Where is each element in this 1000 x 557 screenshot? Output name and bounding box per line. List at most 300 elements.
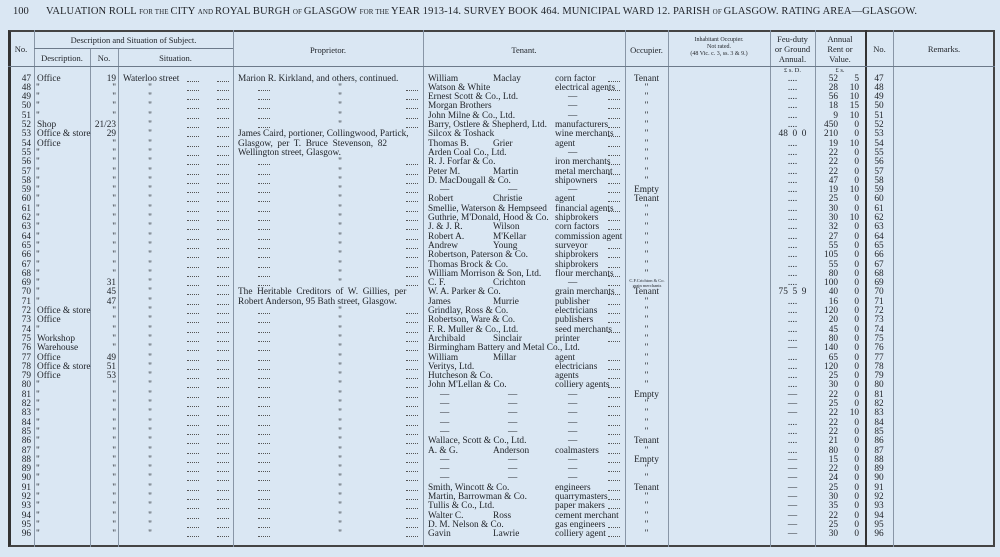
description: " — [36, 250, 40, 261]
leader-dots — [608, 484, 620, 491]
occupier: " — [644, 147, 649, 158]
occupier: " — [644, 129, 649, 140]
occupier: " — [644, 399, 649, 409]
leader-dots — [608, 112, 620, 119]
feu-duty: .... — [787, 417, 798, 428]
tenant-surname: Millar — [493, 352, 517, 363]
leader-dots — [406, 400, 418, 407]
tenant-trade: financial agents — [555, 203, 614, 214]
leader-dots — [258, 242, 270, 249]
rent-shillings: 0 — [854, 426, 859, 437]
situation: " — [148, 454, 152, 465]
title-part: AND — [197, 8, 216, 16]
tenant-surname: — — [508, 426, 518, 437]
leader-dots — [187, 400, 199, 407]
tenant: Smith, Wincott & Co. — [428, 482, 510, 493]
proprietor: " — [338, 389, 342, 400]
situation: " — [148, 101, 152, 112]
rent-pounds: 16 — [828, 296, 838, 307]
rent-units: £ s. — [835, 67, 845, 74]
tenant-trade: wine merchants — [555, 129, 614, 140]
leader-dots — [258, 465, 270, 472]
tenant: D. M. Nelson & Co. — [428, 519, 504, 530]
street-number: " — [112, 157, 116, 168]
leader-dots — [406, 530, 418, 537]
leader-dots — [406, 186, 418, 193]
situation: " — [148, 519, 152, 530]
proprietor: The Heritable Creditors of W. Gillies, per — [238, 287, 407, 298]
rent-shillings: 15 — [849, 101, 859, 112]
rent-pounds: 24 — [828, 473, 838, 484]
rent-pounds: 210 — [824, 129, 838, 140]
situation: " — [148, 464, 152, 475]
entry-number: 88 — [21, 454, 31, 465]
tenant: Thomas Brock & Co. — [428, 259, 509, 270]
tenant-surname: — — [508, 473, 518, 484]
description: " — [36, 203, 40, 214]
leader-dots — [187, 335, 199, 342]
leader-dots — [217, 205, 229, 212]
leader-dots — [187, 233, 199, 240]
description: Office — [37, 315, 61, 326]
rent-shillings: 0 — [854, 371, 859, 382]
leader-dots — [187, 372, 199, 379]
street-number: " — [112, 231, 116, 242]
feu-duty: — — [787, 389, 798, 400]
leader-dots — [258, 261, 270, 268]
tenant-surname: Wilson — [493, 222, 520, 233]
leader-dots — [406, 363, 418, 370]
situation: " — [148, 501, 152, 512]
leader-dots — [258, 493, 270, 500]
leader-dots — [258, 223, 270, 230]
occupier: Tenant — [633, 73, 660, 84]
proprietor: " — [338, 213, 342, 223]
leader-dots — [187, 158, 199, 165]
occupier: " — [644, 306, 649, 316]
leader-dots — [406, 195, 418, 202]
leader-dots — [258, 428, 270, 435]
leader-dots — [608, 391, 620, 398]
leader-dots — [258, 316, 270, 323]
rent-shillings: 10 — [849, 82, 859, 93]
occupier: " — [644, 343, 649, 354]
street-number: " — [112, 482, 116, 493]
proprietor: " — [338, 464, 342, 475]
leader-dots — [406, 474, 418, 481]
leader-dots — [258, 307, 270, 314]
tenant-trade: shipowners — [555, 175, 598, 186]
entry-number-right: 52 — [874, 120, 884, 130]
rent-pounds: 25 — [828, 371, 838, 382]
rent-shillings: 0 — [854, 529, 859, 540]
feu-duty: .... — [787, 222, 798, 233]
feu-duty: .... — [787, 268, 798, 279]
rent-shillings: 0 — [854, 250, 859, 261]
occupier: Empty — [634, 185, 659, 196]
feu-duty: — — [787, 408, 798, 419]
tenant: Robert A. — [428, 231, 465, 242]
leader-dots — [187, 428, 199, 435]
proprietor: Robert Anderson, 95 Bath street, Glasgow. — [238, 296, 397, 307]
leader-dots — [187, 186, 199, 193]
entry-number-right: 88 — [874, 454, 884, 465]
entry-number: 94 — [21, 510, 31, 521]
street-number: " — [112, 101, 116, 112]
rent-pounds: 55 — [828, 240, 838, 251]
situation: " — [148, 222, 152, 233]
tenant-trade: electricians — [555, 361, 598, 372]
situation: " — [148, 436, 152, 447]
leader-dots — [217, 75, 229, 82]
tenant: — — [440, 408, 450, 419]
leader-dots — [217, 251, 229, 258]
leader-dots — [608, 242, 620, 249]
street-number: " — [112, 492, 116, 502]
rent-shillings: 0 — [854, 436, 859, 447]
leader-dots — [608, 502, 620, 509]
entry-number-right: 53 — [874, 129, 884, 140]
leader-dots — [217, 102, 229, 109]
entry-number-right: 90 — [874, 473, 884, 484]
leader-dots — [608, 409, 620, 416]
entry-number-right: 73 — [874, 315, 884, 326]
title-part: VALUATION ROLL — [46, 6, 140, 17]
description: Office & store — [37, 129, 91, 140]
street-number: " — [112, 82, 116, 93]
description: " — [36, 157, 40, 168]
rent-shillings: 0 — [854, 417, 859, 428]
leader-dots — [187, 195, 199, 202]
rent-pounds: 120 — [824, 306, 838, 316]
leader-dots — [217, 391, 229, 398]
tenant-trade: — — [568, 454, 578, 465]
tenant-trade: — — [568, 426, 578, 437]
leader-dots — [608, 493, 620, 500]
entry-number: 50 — [21, 101, 31, 112]
tenant-trade: publishers — [555, 315, 594, 326]
proprietor: " — [338, 445, 342, 456]
entry-number: 81 — [21, 389, 31, 400]
entry-number-right: 56 — [874, 157, 884, 168]
tenant: Morgan Brothers — [428, 101, 492, 112]
proprietor: " — [338, 343, 342, 354]
tenant-trade: coalmasters — [555, 445, 599, 456]
situation: " — [148, 333, 152, 344]
entry-number-right: 55 — [874, 147, 884, 158]
leader-dots — [217, 354, 229, 361]
description: " — [36, 389, 40, 400]
tenant: Wallace, Scott & Co., Ltd. — [428, 436, 527, 447]
situation: " — [148, 147, 152, 158]
leader-dots — [258, 84, 270, 91]
street-number: " — [112, 147, 116, 158]
proprietor: Marion R. Kirkland, and others, continued. — [238, 73, 399, 84]
rent-pounds: 52 — [828, 73, 838, 84]
rent-shillings: 0 — [854, 259, 859, 270]
tenant-trade: manufacturers — [555, 120, 609, 130]
title-part: GLASGOW — [303, 6, 360, 17]
occupier: " — [644, 324, 649, 335]
description: " — [36, 194, 40, 205]
leader-dots — [217, 261, 229, 268]
leader-dots — [187, 242, 199, 249]
leader-dots — [608, 372, 620, 379]
rent-shillings: 10 — [849, 138, 859, 149]
tenant-trade: — — [568, 436, 578, 447]
leader-dots — [217, 214, 229, 221]
feu-duty: .... — [787, 371, 798, 382]
proprietor: " — [338, 157, 342, 168]
situation: " — [148, 240, 152, 251]
leader-dots — [406, 205, 418, 212]
description: " — [36, 101, 40, 112]
rent-pounds: 22 — [828, 389, 838, 400]
leader-dots — [608, 93, 620, 100]
leader-dots — [217, 84, 229, 91]
tenant: D. MacDougall & Co. — [428, 175, 511, 186]
proprietor: " — [338, 306, 342, 316]
street-number: " — [112, 464, 116, 475]
tenant-trade: seed merchants — [555, 324, 613, 335]
leader-dots — [608, 195, 620, 202]
leader-dots — [406, 326, 418, 333]
leader-dots — [258, 270, 270, 277]
description: Office — [37, 371, 61, 382]
occupier: " — [644, 203, 649, 214]
description: Office & store — [37, 306, 91, 316]
occupier: " — [644, 240, 649, 251]
leader-dots — [258, 484, 270, 491]
tenant-trade: — — [568, 110, 578, 121]
feu-duty: 75 5 9 — [778, 287, 807, 298]
entry-number-right: 83 — [874, 408, 884, 419]
leader-dots — [187, 326, 199, 333]
situation: " — [148, 278, 152, 289]
leader-dots — [608, 279, 620, 286]
title-part: CITY — [170, 6, 198, 17]
header-feu-duty — [770, 34, 815, 64]
rent-shillings: 10 — [849, 185, 859, 196]
leader-dots — [608, 84, 620, 91]
leader-dots — [258, 512, 270, 519]
leader-dots — [217, 419, 229, 426]
street-number: " — [112, 92, 116, 103]
tenant-trade: shipbrokers — [555, 250, 599, 261]
proprietor: " — [338, 231, 342, 242]
entry-number: 62 — [21, 213, 31, 223]
occupier: " — [644, 408, 649, 419]
occupier: " — [644, 222, 649, 233]
feu-duty: .... — [787, 101, 798, 112]
tenant: — — [440, 464, 450, 475]
leader-dots — [258, 158, 270, 165]
entry-number-right: 66 — [874, 250, 884, 261]
entry-number: 87 — [21, 445, 31, 456]
leader-dots — [187, 316, 199, 323]
description: " — [36, 519, 40, 530]
occupier: " — [644, 426, 649, 437]
leader-dots — [217, 233, 229, 240]
leader-dots — [406, 84, 418, 91]
rent-pounds: 22 — [828, 510, 838, 521]
tenant-trade: printer — [555, 333, 580, 344]
leader-dots — [406, 437, 418, 444]
description: " — [36, 147, 40, 158]
proprietor: " — [338, 492, 342, 502]
leader-dots — [217, 344, 229, 351]
leader-dots — [217, 168, 229, 175]
leader-dots — [406, 447, 418, 454]
rent-pounds: 22 — [828, 426, 838, 437]
feu-duty: — — [787, 464, 798, 475]
feu-duty: — — [787, 510, 798, 521]
entry-number-right: 71 — [874, 296, 884, 307]
leader-dots — [258, 214, 270, 221]
occupier: " — [644, 157, 649, 168]
leader-dots — [258, 409, 270, 416]
feu-duty: .... — [787, 185, 798, 196]
entry-number: 65 — [21, 240, 31, 251]
entry-number-right: 69 — [874, 278, 884, 289]
entry-number-right: 85 — [874, 426, 884, 437]
entry-number-right: 68 — [874, 268, 884, 279]
rent-shillings: 0 — [854, 157, 859, 168]
leader-dots — [217, 512, 229, 519]
entry-number: 95 — [21, 519, 31, 530]
leader-dots — [258, 354, 270, 361]
tenant-trade: flour merchants — [555, 268, 614, 279]
leader-dots — [217, 316, 229, 323]
situation: " — [148, 231, 152, 242]
leader-dots — [187, 102, 199, 109]
description: " — [36, 399, 40, 409]
rent-shillings: 0 — [854, 194, 859, 205]
rent-shillings: 0 — [854, 454, 859, 465]
entry-number: 73 — [21, 315, 31, 326]
situation: " — [148, 361, 152, 372]
rent-pounds: 15 — [828, 454, 838, 465]
leader-dots — [406, 112, 418, 119]
feu-duty: .... — [787, 157, 798, 168]
occupier: " — [644, 519, 649, 530]
occupier: " — [644, 417, 649, 428]
leader-dots — [608, 335, 620, 342]
header-inhabitant — [668, 37, 770, 58]
feu-duty: .... — [787, 166, 798, 177]
situation: " — [148, 482, 152, 493]
leader-dots — [258, 391, 270, 398]
occupier: Empty — [634, 389, 659, 400]
rent-shillings: 0 — [854, 389, 859, 400]
rent-pounds: 27 — [828, 231, 838, 242]
leader-dots — [187, 168, 199, 175]
entry-number: 78 — [21, 361, 31, 372]
feu-duty: .... — [787, 306, 798, 316]
leader-dots — [258, 233, 270, 240]
tenant-surname: — — [508, 389, 518, 400]
rent-shillings: 0 — [854, 492, 859, 502]
tenant: Birmingham Battery and Metal Co., Ltd. — [428, 343, 580, 354]
feu-duty: .... — [787, 315, 798, 326]
leader-dots — [258, 363, 270, 370]
tenant: Robertson, Paterson & Co. — [428, 250, 528, 261]
leader-dots — [608, 381, 620, 388]
leader-dots — [406, 261, 418, 268]
occupier: " — [644, 296, 649, 307]
situation: " — [148, 529, 152, 540]
tenant-trade: commission agent — [555, 231, 623, 242]
entry-number-right: 76 — [874, 343, 884, 354]
proprietor: " — [338, 352, 342, 363]
row-divider — [34, 48, 233, 49]
header-line: Feu-duty — [777, 34, 808, 44]
leader-dots — [187, 279, 199, 286]
street-number: 49 — [106, 352, 116, 363]
entry-number-right: 54 — [874, 138, 884, 149]
table-row — [0, 530, 1000, 539]
leader-dots — [608, 298, 620, 305]
rent-shillings: 0 — [854, 120, 859, 130]
title-part: GLASGOW. RATING AREA—GLASGOW. — [723, 6, 918, 17]
leader-dots — [187, 75, 199, 82]
entry-number: 57 — [21, 166, 31, 177]
tenant-surname: Murrie — [493, 296, 519, 307]
entry-number-right: 58 — [874, 175, 884, 186]
leader-dots — [608, 354, 620, 361]
description: Office — [37, 138, 61, 149]
entry-number-right: 77 — [874, 352, 884, 363]
entry-number-right: 50 — [874, 101, 884, 112]
leader-dots — [258, 93, 270, 100]
leader-dots — [608, 149, 620, 156]
leader-dots — [608, 168, 620, 175]
leader-dots — [406, 177, 418, 184]
entry-number: 74 — [21, 324, 31, 335]
tenant-trade: — — [568, 389, 578, 400]
leader-dots — [406, 168, 418, 175]
tenant: J. & J. R. — [428, 222, 463, 233]
proprietor: " — [338, 259, 342, 270]
description: " — [36, 287, 40, 298]
street-number: 21/23 — [94, 120, 116, 130]
leader-dots — [187, 140, 199, 147]
leader-dots — [258, 279, 270, 286]
occupier: " — [644, 101, 649, 112]
occupier: " — [644, 250, 649, 261]
tenant-trade: electrical agents — [555, 82, 616, 93]
leader-dots — [406, 484, 418, 491]
leader-dots — [258, 186, 270, 193]
street-number: " — [112, 203, 116, 214]
title-part: YEAR 1913-14. SURVEY BOOK 464. MUNICIPAL WARD 12. PARISH — [391, 6, 713, 17]
street-number: 47 — [106, 296, 116, 307]
entry-number: 55 — [21, 147, 31, 158]
entry-number: 90 — [21, 473, 31, 484]
tenant-trade: — — [568, 101, 578, 112]
description: " — [36, 529, 40, 540]
tenant-surname: — — [508, 185, 518, 196]
tenant: Grindlay, Ross & Co. — [428, 306, 509, 316]
tenant: A. & G. — [428, 445, 458, 456]
rent-shillings: 0 — [854, 464, 859, 475]
tenant: William — [428, 352, 459, 363]
proprietor: " — [338, 194, 342, 205]
street-number: " — [112, 510, 116, 521]
leader-dots — [187, 437, 199, 444]
rent-pounds: 22 — [828, 417, 838, 428]
leader-dots — [608, 419, 620, 426]
